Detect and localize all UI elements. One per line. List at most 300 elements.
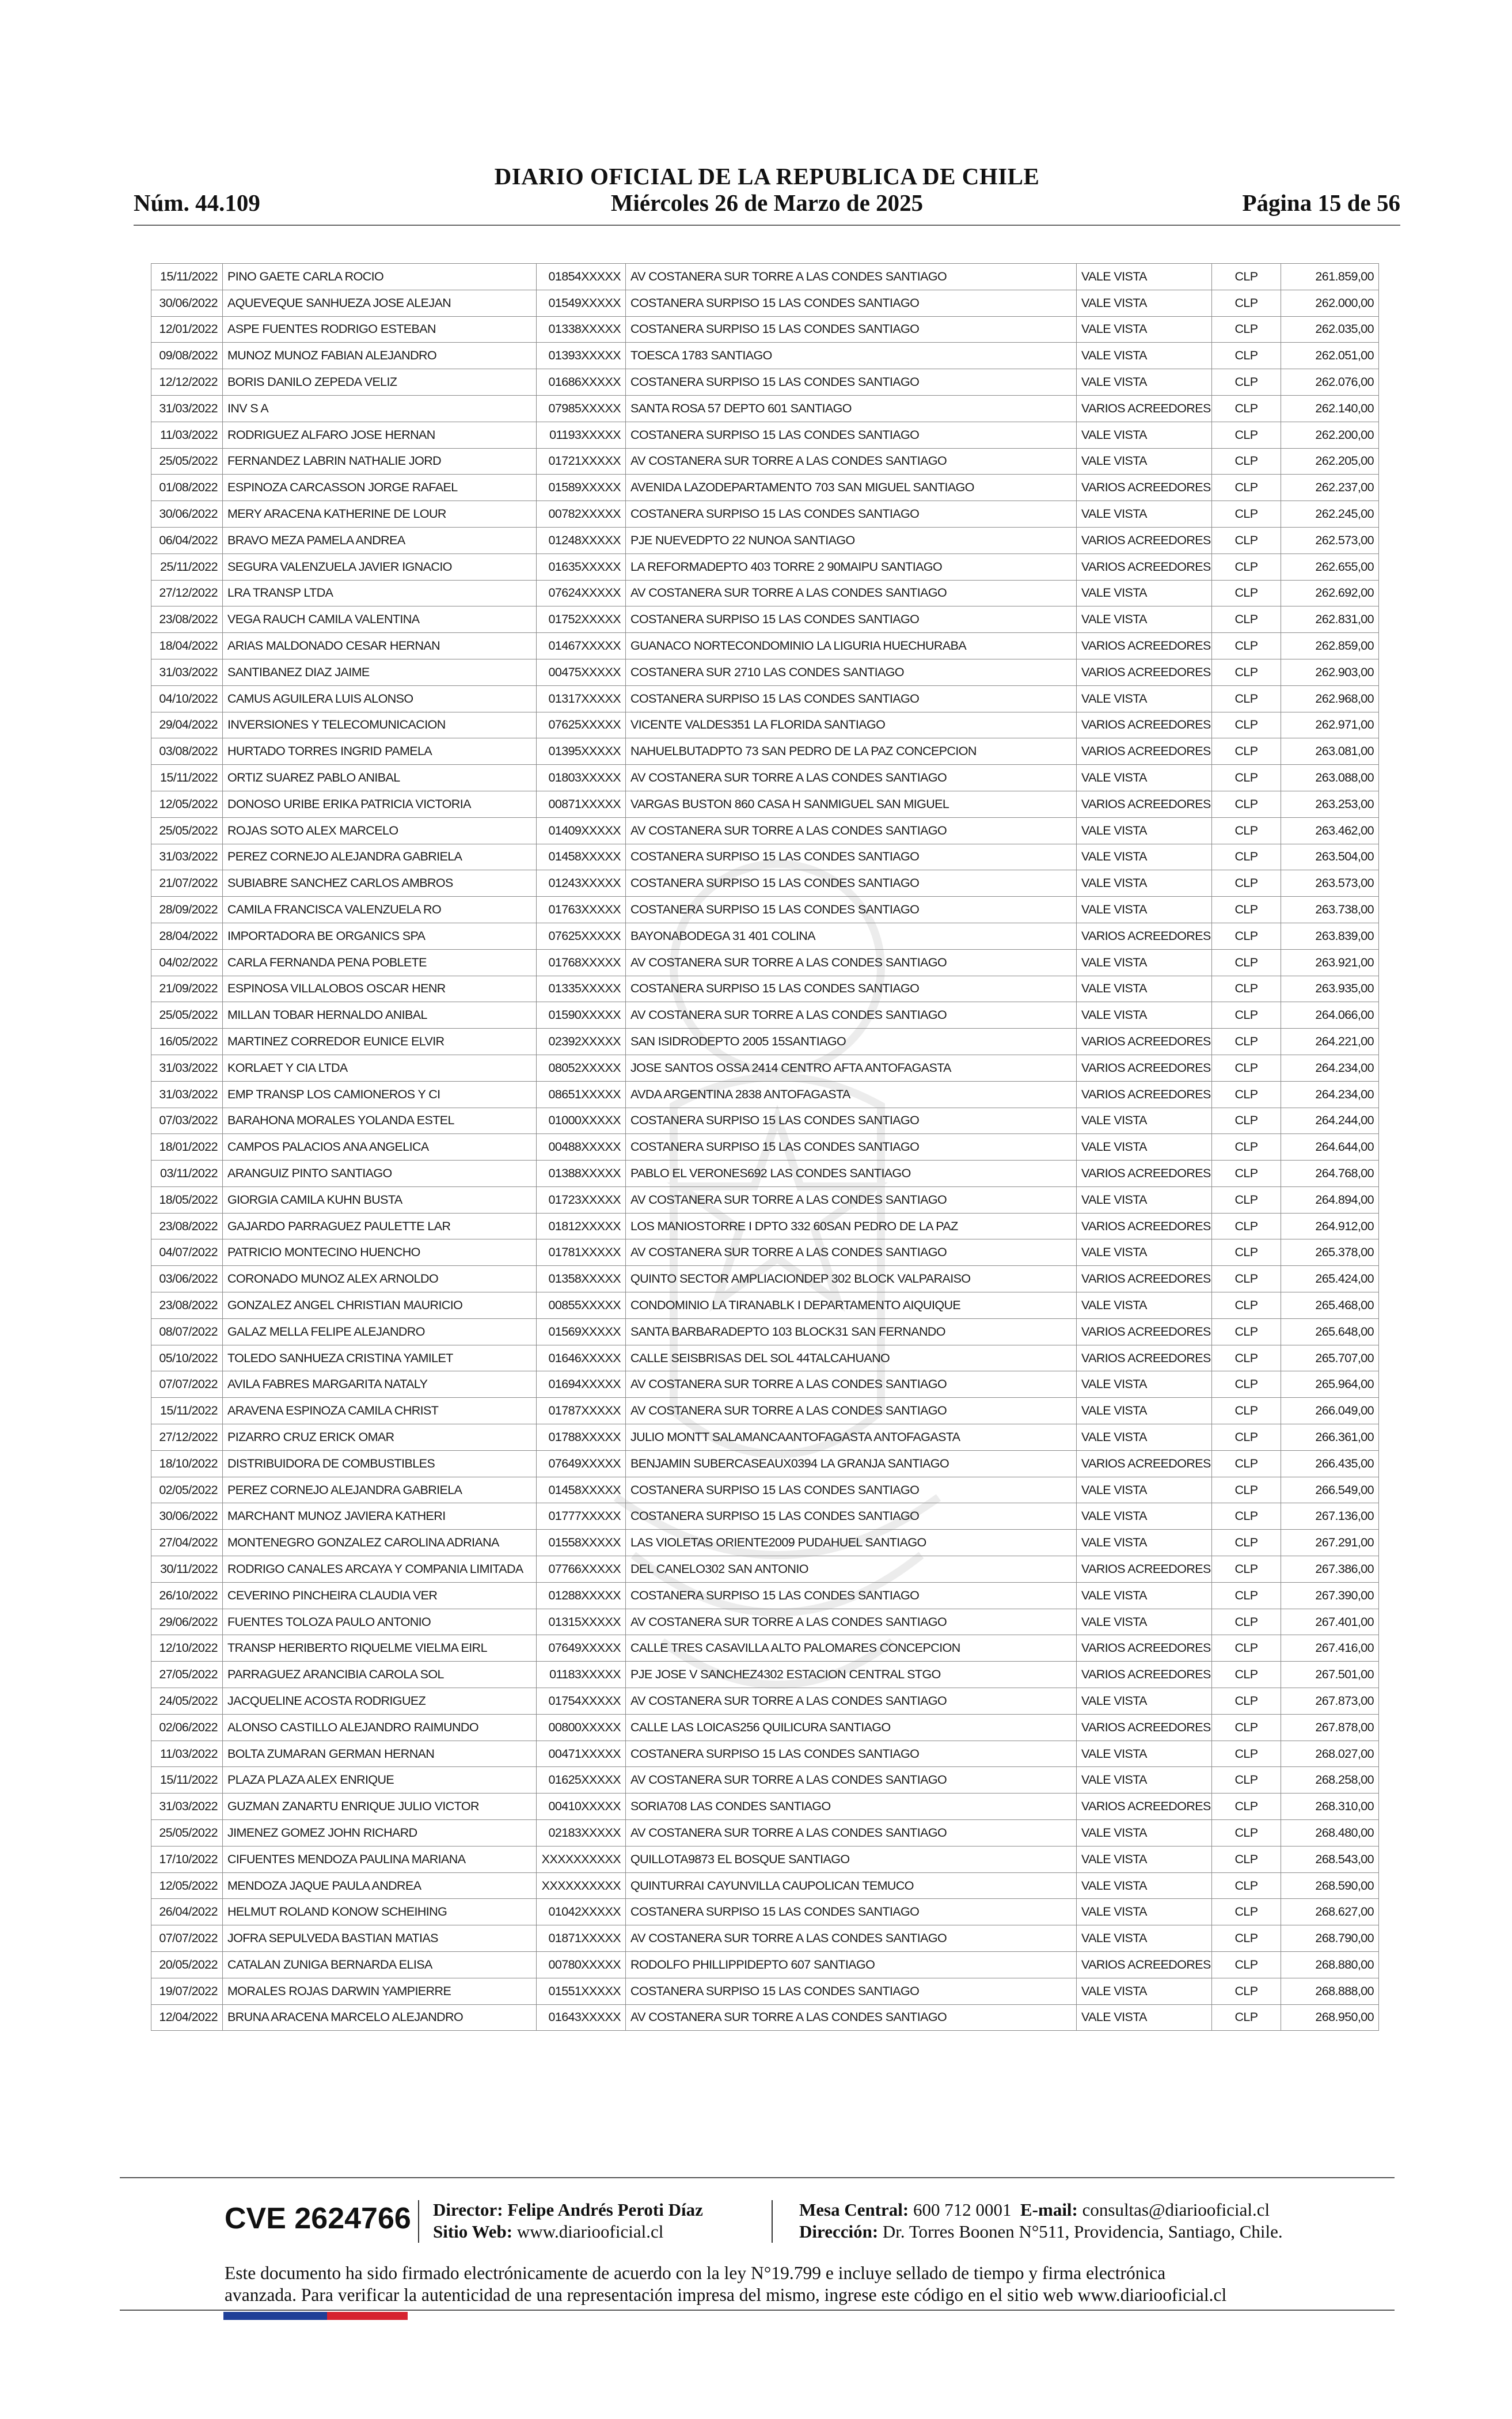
payment-type-cell: VALE VISTA: [1077, 369, 1212, 396]
currency-cell: CLP: [1212, 1899, 1281, 1925]
address-cell: COSTANERA SURPISO 15 LAS CONDES SANTIAGO: [626, 844, 1077, 870]
amount-cell: 267.401,00: [1281, 1609, 1379, 1635]
rut-cell: 01763XXXXX: [537, 897, 626, 923]
amount-cell: 262.000,00: [1281, 290, 1379, 316]
currency-cell: CLP: [1212, 976, 1281, 1002]
name-cell: PATRICIO MONTECINO HUENCHO: [223, 1239, 537, 1266]
currency-cell: CLP: [1212, 264, 1281, 290]
legal-line: Este documento ha sido firmado electrónicamente de acuerdo con la ley N°19.799 e incluye sellado de tiempo y firma electrónica: [225, 2263, 1166, 2283]
date-cell: 07/07/2022: [151, 1371, 223, 1398]
date-cell: 25/05/2022: [151, 1002, 223, 1029]
rut-cell: 01788XXXXX: [537, 1424, 626, 1451]
rut-cell: 01694XXXXX: [537, 1371, 626, 1398]
address-cell: QUINTURRAI CAYUNVILLA CAUPOLICAN TEMUCO: [626, 1872, 1077, 1899]
date-cell: 31/03/2022: [151, 844, 223, 870]
name-cell: BARAHONA MORALES YOLANDA ESTEL: [223, 1108, 537, 1134]
amount-cell: 263.738,00: [1281, 897, 1379, 923]
payment-type-cell: VARIOS ACREEDORES: [1077, 633, 1212, 659]
rut-cell: 00475XXXXX: [537, 659, 626, 685]
payment-type-cell: VARIOS ACREEDORES: [1077, 475, 1212, 501]
amount-cell: 267.873,00: [1281, 1688, 1379, 1715]
currency-cell: CLP: [1212, 1318, 1281, 1345]
address-cell: CONDOMINIO LA TIRANABLK I DEPARTAMENTO AIQUIQUE: [626, 1292, 1077, 1319]
table-row: [151, 1872, 1379, 1899]
date-cell: 21/09/2022: [151, 976, 223, 1002]
amount-cell: 267.878,00: [1281, 1714, 1379, 1741]
address-cell: AV COSTANERA SUR TORRE A LAS CONDES SANTIAGO: [626, 1371, 1077, 1398]
name-cell: MARCHANT MUNOZ JAVIERA KATHERI: [223, 1503, 537, 1530]
rut-cell: 00471XXXXX: [537, 1741, 626, 1767]
amount-cell: 263.081,00: [1281, 738, 1379, 765]
currency-cell: CLP: [1212, 2004, 1281, 2031]
date-cell: 30/06/2022: [151, 1503, 223, 1530]
amount-cell: 263.504,00: [1281, 844, 1379, 870]
address-cell: COSTANERA SURPISO 15 LAS CONDES SANTIAGO: [626, 1503, 1077, 1530]
rut-cell: 01643XXXXX: [537, 2004, 626, 2031]
rut-cell: 01752XXXXX: [537, 606, 626, 633]
rut-cell: 01721XXXXX: [537, 448, 626, 475]
payment-type-cell: VALE VISTA: [1077, 976, 1212, 1002]
director-name: Felipe Andrés Peroti Díaz: [507, 2200, 703, 2220]
address-cell: AV COSTANERA SUR TORRE A LAS CONDES SANTIAGO: [626, 1186, 1077, 1213]
payment-type-cell: VARIOS ACREEDORES: [1077, 1345, 1212, 1371]
amount-cell: 265.964,00: [1281, 1371, 1379, 1398]
name-cell: HELMUT ROLAND KONOW SCHEIHING: [223, 1899, 537, 1925]
legal-line: avanzada. Para verificar la autenticidad de una representación impresa del mismo, ingrese este código en el sitio web www.diariooficial.cl: [225, 2285, 1227, 2305]
name-cell: ROJAS SOTO ALEX MARCELO: [223, 817, 537, 844]
table-row: [151, 1978, 1379, 2004]
date-cell: 03/08/2022: [151, 738, 223, 765]
payment-type-cell: VALE VISTA: [1077, 1767, 1212, 1794]
amount-cell: 268.790,00: [1281, 1925, 1379, 1952]
director-label: Director:: [433, 2200, 503, 2220]
table-row: [151, 1029, 1379, 1055]
date-cell: 12/04/2022: [151, 2004, 223, 2031]
address-cell: TOESCA 1783 SANTIAGO: [626, 343, 1077, 369]
name-cell: PEREZ CORNEJO ALEJANDRA GABRIELA: [223, 1477, 537, 1503]
payment-type-cell: VALE VISTA: [1077, 870, 1212, 897]
table-row: [151, 369, 1379, 396]
table-row: [151, 1794, 1379, 1820]
rut-cell: 07766XXXXX: [537, 1556, 626, 1583]
date-cell: 27/12/2022: [151, 580, 223, 606]
amount-cell: 264.221,00: [1281, 1029, 1379, 1055]
name-cell: GUZMAN ZANARTU ENRIQUE JULIO VICTOR: [223, 1794, 537, 1820]
date-cell: 04/10/2022: [151, 685, 223, 712]
address-cell: VARGAS BUSTON 860 CASA H SANMIGUEL SAN MIGUEL: [626, 791, 1077, 817]
payment-type-cell: VALE VISTA: [1077, 606, 1212, 633]
name-cell: MONTENEGRO GONZALEZ CAROLINA ADRIANA: [223, 1530, 537, 1556]
payment-type-cell: VARIOS ACREEDORES: [1077, 1450, 1212, 1477]
name-cell: EMP TRANSP LOS CAMIONEROS Y CI: [223, 1081, 537, 1108]
table-row: [151, 923, 1379, 949]
rut-cell: 01686XXXXX: [537, 369, 626, 396]
name-cell: JOFRA SEPULVEDA BASTIAN MATIAS: [223, 1925, 537, 1952]
address-cell: GUANACO NORTECONDOMINIO LA LIGURIA HUECHURABA: [626, 633, 1077, 659]
payment-type-cell: VARIOS ACREEDORES: [1077, 1081, 1212, 1108]
currency-cell: CLP: [1212, 923, 1281, 949]
name-cell: AQUEVEQUE SANHUEZA JOSE ALEJAN: [223, 290, 537, 316]
currency-cell: CLP: [1212, 1292, 1281, 1319]
currency-cell: CLP: [1212, 1424, 1281, 1451]
address-cell: AV COSTANERA SUR TORRE A LAS CONDES SANTIAGO: [626, 580, 1077, 606]
name-cell: LRA TRANSP LTDA: [223, 580, 537, 606]
name-cell: ARANGUIZ PINTO SANTIAGO: [223, 1161, 537, 1187]
address-cell: AVENIDA LAZODEPARTAMENTO 703 SAN MIGUEL SANTIAGO: [626, 475, 1077, 501]
payment-type-cell: VARIOS ACREEDORES: [1077, 1055, 1212, 1081]
name-cell: JIMENEZ GOMEZ JOHN RICHARD: [223, 1820, 537, 1847]
address-cell: CALLE TRES CASAVILLA ALTO PALOMARES CONCEPCION: [626, 1635, 1077, 1662]
amount-cell: 263.253,00: [1281, 791, 1379, 817]
currency-cell: CLP: [1212, 580, 1281, 606]
table-row: [151, 1477, 1379, 1503]
date-cell: 16/05/2022: [151, 1029, 223, 1055]
table-row: [151, 765, 1379, 791]
date-cell: 07/03/2022: [151, 1108, 223, 1134]
name-cell: SUBIABRE SANCHEZ CARLOS AMBROS: [223, 870, 537, 897]
rut-cell: 01458XXXXX: [537, 1477, 626, 1503]
amount-cell: 265.648,00: [1281, 1318, 1379, 1345]
address-cell: AV COSTANERA SUR TORRE A LAS CONDES SANTIAGO: [626, 1820, 1077, 1847]
address-cell: PJE NUEVEDPTO 22 NUNOA SANTIAGO: [626, 527, 1077, 553]
address-cell: AV COSTANERA SUR TORRE A LAS CONDES SANTIAGO: [626, 1398, 1077, 1424]
name-cell: DONOSO URIBE ERIKA PATRICIA VICTORIA: [223, 791, 537, 817]
rut-cell: 01558XXXXX: [537, 1530, 626, 1556]
amount-cell: 262.035,00: [1281, 316, 1379, 343]
payment-type-cell: VALE VISTA: [1077, 422, 1212, 448]
table-row: [151, 1925, 1379, 1952]
date-cell: 26/04/2022: [151, 1899, 223, 1925]
table-row: [151, 395, 1379, 422]
table-row: [151, 343, 1379, 369]
amount-cell: 264.768,00: [1281, 1161, 1379, 1187]
date-cell: 06/04/2022: [151, 527, 223, 553]
name-cell: VEGA RAUCH CAMILA VALENTINA: [223, 606, 537, 633]
address-cell: COSTANERA SURPISO 15 LAS CONDES SANTIAGO: [626, 685, 1077, 712]
amount-cell: 263.839,00: [1281, 923, 1379, 949]
name-cell: CAMILA FRANCISCA VALENZUELA RO: [223, 897, 537, 923]
amount-cell: 264.894,00: [1281, 1186, 1379, 1213]
currency-cell: CLP: [1212, 1741, 1281, 1767]
rut-cell: 01871XXXXX: [537, 1925, 626, 1952]
amount-cell: 268.888,00: [1281, 1978, 1379, 2004]
footer-divider-bottom: [120, 2310, 1395, 2311]
currency-cell: CLP: [1212, 606, 1281, 633]
address-cell: JULIO MONTT SALAMANCAANTOFAGASTA ANTOFAGASTA: [626, 1424, 1077, 1451]
address-cell: COSTANERA SURPISO 15 LAS CONDES SANTIAGO: [626, 1741, 1077, 1767]
date-cell: 15/11/2022: [151, 264, 223, 290]
table-row: [151, 1741, 1379, 1767]
rut-cell: 01000XXXXX: [537, 1108, 626, 1134]
date-cell: 01/08/2022: [151, 475, 223, 501]
date-cell: 25/05/2022: [151, 1820, 223, 1847]
rut-cell: 01635XXXXX: [537, 553, 626, 580]
address-cell: BENJAMIN SUBERCASEAUX0394 LA GRANJA SANTIAGO: [626, 1450, 1077, 1477]
currency-cell: CLP: [1212, 448, 1281, 475]
currency-cell: CLP: [1212, 1029, 1281, 1055]
currency-cell: CLP: [1212, 1055, 1281, 1081]
rut-cell: 08651XXXXX: [537, 1081, 626, 1108]
name-cell: PLAZA PLAZA ALEX ENRIQUE: [223, 1767, 537, 1794]
table-row: [151, 290, 1379, 316]
table-row: [151, 264, 1379, 290]
amount-cell: 267.390,00: [1281, 1582, 1379, 1609]
currency-cell: CLP: [1212, 1186, 1281, 1213]
name-cell: CEVERINO PINCHEIRA CLAUDIA VER: [223, 1582, 537, 1609]
payment-type-cell: VALE VISTA: [1077, 1239, 1212, 1266]
amount-cell: 265.424,00: [1281, 1266, 1379, 1292]
currency-cell: CLP: [1212, 1688, 1281, 1715]
table-row: [151, 475, 1379, 501]
currency-cell: CLP: [1212, 422, 1281, 448]
rut-cell: 01589XXXXX: [537, 475, 626, 501]
payment-type-cell: VARIOS ACREEDORES: [1077, 395, 1212, 422]
table-row: [151, 1345, 1379, 1371]
date-cell: 31/03/2022: [151, 659, 223, 685]
rut-cell: 07624XXXXX: [537, 580, 626, 606]
payment-type-cell: VALE VISTA: [1077, 316, 1212, 343]
email-link[interactable]: consultas@diariooficial.cl: [1082, 2200, 1270, 2220]
currency-cell: CLP: [1212, 1081, 1281, 1108]
address-cell: DEL CANELO302 SAN ANTONIO: [626, 1556, 1077, 1583]
name-cell: GONZALEZ ANGEL CHRISTIAN MAURICIO: [223, 1292, 537, 1319]
amount-cell: 266.049,00: [1281, 1398, 1379, 1424]
name-cell: RODRIGUEZ ALFARO JOSE HERNAN: [223, 422, 537, 448]
rut-cell: 01754XXXXX: [537, 1688, 626, 1715]
address-cell: COSTANERA SURPISO 15 LAS CONDES SANTIAGO: [626, 897, 1077, 923]
payment-type-cell: VARIOS ACREEDORES: [1077, 1161, 1212, 1187]
address-cell: SAN ISIDRODEPTO 2005 15SANTIAGO: [626, 1029, 1077, 1055]
address-cell: LA REFORMADEPTO 403 TORRE 2 90MAIPU SANTIAGO: [626, 553, 1077, 580]
address-cell: COSTANERA SURPISO 15 LAS CONDES SANTIAGO: [626, 1108, 1077, 1134]
currency-cell: CLP: [1212, 501, 1281, 528]
date-cell: 28/04/2022: [151, 923, 223, 949]
rut-cell: 01388XXXXX: [537, 1161, 626, 1187]
payment-type-cell: VALE VISTA: [1077, 1371, 1212, 1398]
website-link[interactable]: www.diariooficial.cl: [516, 2221, 664, 2242]
rut-cell: XXXXXXXXXX: [537, 1872, 626, 1899]
rut-cell: 01803XXXXX: [537, 765, 626, 791]
address-cell: SORIA708 LAS CONDES SANTIAGO: [626, 1794, 1077, 1820]
date-cell: 27/12/2022: [151, 1424, 223, 1451]
name-cell: CORONADO MUNOZ ALEX ARNOLDO: [223, 1266, 537, 1292]
address-cell: COSTANERA SURPISO 15 LAS CONDES SANTIAGO: [626, 1978, 1077, 2004]
amount-cell: 263.935,00: [1281, 976, 1379, 1002]
name-cell: HURTADO TORRES INGRID PAMELA: [223, 738, 537, 765]
amount-cell: 262.140,00: [1281, 395, 1379, 422]
payment-type-cell: VARIOS ACREEDORES: [1077, 712, 1212, 738]
phone-value: 600 712 0001: [913, 2200, 1012, 2220]
date-cell: 15/11/2022: [151, 1767, 223, 1794]
amount-cell: 264.644,00: [1281, 1134, 1379, 1161]
date-cell: 23/08/2022: [151, 1292, 223, 1319]
currency-cell: CLP: [1212, 1134, 1281, 1161]
contact-block: [799, 2199, 1283, 2243]
issue-number: Núm. 44.109: [134, 189, 260, 216]
rut-cell: 00855XXXXX: [537, 1292, 626, 1319]
payment-type-cell: VALE VISTA: [1077, 2004, 1212, 2031]
payment-type-cell: VARIOS ACREEDORES: [1077, 1029, 1212, 1055]
payment-type-cell: VARIOS ACREEDORES: [1077, 553, 1212, 580]
currency-cell: CLP: [1212, 1714, 1281, 1741]
date-cell: 25/05/2022: [151, 448, 223, 475]
date-cell: 15/11/2022: [151, 765, 223, 791]
footer-divider-top: [120, 2177, 1395, 2178]
name-cell: MILLAN TOBAR HERNALDO ANIBAL: [223, 1002, 537, 1029]
table-row: [151, 1714, 1379, 1741]
address-cell: BAYONABODEGA 31 401 COLINA: [626, 923, 1077, 949]
address-cell: COSTANERA SURPISO 15 LAS CONDES SANTIAGO: [626, 290, 1077, 316]
amount-cell: 266.549,00: [1281, 1477, 1379, 1503]
date-cell: 21/07/2022: [151, 870, 223, 897]
table-row: [151, 1582, 1379, 1609]
name-cell: FUENTES TOLOZA PAULO ANTONIO: [223, 1609, 537, 1635]
legal-notice: [225, 2262, 1376, 2306]
rut-cell: 01625XXXXX: [537, 1767, 626, 1794]
rut-cell: 08052XXXXX: [537, 1055, 626, 1081]
rut-cell: XXXXXXXXXX: [537, 1846, 626, 1872]
name-cell: BOLTA ZUMARAN GERMAN HERNAN: [223, 1741, 537, 1767]
currency-cell: CLP: [1212, 659, 1281, 685]
table-row: [151, 1239, 1379, 1266]
date-cell: 02/05/2022: [151, 1477, 223, 1503]
name-cell: ARIAS MALDONADO CESAR HERNAN: [223, 633, 537, 659]
address-cell: AV COSTANERA SUR TORRE A LAS CONDES SANTIAGO: [626, 264, 1077, 290]
name-cell: BRAVO MEZA PAMELA ANDREA: [223, 527, 537, 553]
name-cell: GIORGIA CAMILA KUHN BUSTA: [223, 1186, 537, 1213]
header-divider: [134, 225, 1400, 226]
date-cell: 31/03/2022: [151, 1081, 223, 1108]
address-cell: SANTA BARBARADEPTO 103 BLOCK31 SAN FERNANDO: [626, 1318, 1077, 1345]
name-cell: PARRAGUEZ ARANCIBIA CAROLA SOL: [223, 1662, 537, 1688]
amount-cell: 262.655,00: [1281, 553, 1379, 580]
date-cell: 04/02/2022: [151, 949, 223, 976]
cve-code: CVE 2624766: [225, 2202, 411, 2235]
date-cell: 17/10/2022: [151, 1846, 223, 1872]
payment-type-cell: VALE VISTA: [1077, 1925, 1212, 1952]
date-cell: 07/07/2022: [151, 1925, 223, 1952]
address-cell: AV COSTANERA SUR TORRE A LAS CONDES SANTIAGO: [626, 765, 1077, 791]
currency-cell: CLP: [1212, 1872, 1281, 1899]
name-cell: MERY ARACENA KATHERINE DE LOUR: [223, 501, 537, 528]
address-label: Dirección:: [799, 2221, 879, 2242]
payment-type-cell: VALE VISTA: [1077, 1846, 1212, 1872]
currency-cell: CLP: [1212, 1820, 1281, 1847]
payment-type-cell: VALE VISTA: [1077, 1820, 1212, 1847]
payment-type-cell: VALE VISTA: [1077, 1292, 1212, 1319]
payment-type-cell: VARIOS ACREEDORES: [1077, 527, 1212, 553]
currency-cell: CLP: [1212, 1767, 1281, 1794]
table-row: [151, 1266, 1379, 1292]
currency-cell: CLP: [1212, 316, 1281, 343]
rut-cell: 00410XXXXX: [537, 1794, 626, 1820]
payment-type-cell: VARIOS ACREEDORES: [1077, 923, 1212, 949]
payment-type-cell: VALE VISTA: [1077, 1002, 1212, 1029]
table-row: [151, 1134, 1379, 1161]
address-cell: PJE JOSE V SANCHEZ4302 ESTACION CENTRAL STGO: [626, 1662, 1077, 1688]
date-cell: 12/05/2022: [151, 1872, 223, 1899]
table-row: [151, 1318, 1379, 1345]
date-cell: 31/03/2022: [151, 1794, 223, 1820]
amount-cell: 263.921,00: [1281, 949, 1379, 976]
address-cell: QUINTO SECTOR AMPLIACIONDEP 302 BLOCK VALPARAISO: [626, 1266, 1077, 1292]
payment-type-cell: VALE VISTA: [1077, 1424, 1212, 1451]
rut-cell: 07649XXXXX: [537, 1635, 626, 1662]
date-cell: 30/06/2022: [151, 501, 223, 528]
table-row: [151, 844, 1379, 870]
amount-cell: 262.859,00: [1281, 633, 1379, 659]
payment-type-cell: VARIOS ACREEDORES: [1077, 659, 1212, 685]
date-cell: 26/10/2022: [151, 1582, 223, 1609]
name-cell: TRANSP HERIBERTO RIQUELME VIELMA EIRL: [223, 1635, 537, 1662]
table-row: [151, 1820, 1379, 1847]
address-cell: NAHUELBUTADPTO 73 SAN PEDRO DE LA PAZ CONCEPCION: [626, 738, 1077, 765]
currency-cell: CLP: [1212, 1002, 1281, 1029]
email-label: E-mail:: [1020, 2200, 1078, 2220]
rut-cell: 01338XXXXX: [537, 316, 626, 343]
table-row: [151, 791, 1379, 817]
payment-type-cell: VALE VISTA: [1077, 1899, 1212, 1925]
payment-type-cell: VALE VISTA: [1077, 1186, 1212, 1213]
rut-cell: 01458XXXXX: [537, 844, 626, 870]
name-cell: RODRIGO CANALES ARCAYA Y COMPANIA LIMITADA: [223, 1556, 537, 1583]
rut-cell: 01395XXXXX: [537, 738, 626, 765]
name-cell: SEGURA VALENZUELA JAVIER IGNACIO: [223, 553, 537, 580]
date-cell: 04/07/2022: [151, 1239, 223, 1266]
amount-cell: 266.361,00: [1281, 1424, 1379, 1451]
rut-cell: 07985XXXXX: [537, 395, 626, 422]
amount-cell: 262.200,00: [1281, 422, 1379, 448]
currency-cell: CLP: [1212, 897, 1281, 923]
rut-cell: 01646XXXXX: [537, 1345, 626, 1371]
address-cell: VICENTE VALDES351 LA FLORIDA SANTIAGO: [626, 712, 1077, 738]
name-cell: CAMUS AGUILERA LUIS ALONSO: [223, 685, 537, 712]
address-cell: AV COSTANERA SUR TORRE A LAS CONDES SANTIAGO: [626, 949, 1077, 976]
date-cell: 27/04/2022: [151, 1530, 223, 1556]
currency-cell: CLP: [1212, 1556, 1281, 1583]
table-row: [151, 316, 1379, 343]
rut-cell: 01781XXXXX: [537, 1239, 626, 1266]
date-cell: 24/05/2022: [151, 1688, 223, 1715]
name-cell: BORIS DANILO ZEPEDA VELIZ: [223, 369, 537, 396]
amount-cell: 268.627,00: [1281, 1899, 1379, 1925]
payment-type-cell: VALE VISTA: [1077, 1477, 1212, 1503]
date-cell: 23/08/2022: [151, 606, 223, 633]
date-cell: 18/10/2022: [151, 1450, 223, 1477]
payment-type-cell: VARIOS ACREEDORES: [1077, 1662, 1212, 1688]
name-cell: INVERSIONES Y TELECOMUNICACION: [223, 712, 537, 738]
table-row: [151, 1450, 1379, 1477]
address-cell: AV COSTANERA SUR TORRE A LAS CONDES SANTIAGO: [626, 1688, 1077, 1715]
payment-type-cell: VALE VISTA: [1077, 580, 1212, 606]
name-cell: CARLA FERNANDA PENA POBLETE: [223, 949, 537, 976]
payment-type-cell: VARIOS ACREEDORES: [1077, 791, 1212, 817]
rut-cell: 01569XXXXX: [537, 1318, 626, 1345]
name-cell: IMPORTADORA BE ORGANICS SPA: [223, 923, 537, 949]
rut-cell: 00800XXXXX: [537, 1714, 626, 1741]
address-cell: AV COSTANERA SUR TORRE A LAS CONDES SANTIAGO: [626, 1002, 1077, 1029]
payment-type-cell: VARIOS ACREEDORES: [1077, 1318, 1212, 1345]
table-row: [151, 1503, 1379, 1530]
flag-stripe-blue: [223, 2312, 327, 2320]
payment-type-cell: VALE VISTA: [1077, 448, 1212, 475]
rut-cell: 01358XXXXX: [537, 1266, 626, 1292]
amount-cell: 262.205,00: [1281, 448, 1379, 475]
footer-separator: [772, 2200, 773, 2243]
payment-type-cell: VARIOS ACREEDORES: [1077, 1714, 1212, 1741]
amount-cell: 264.912,00: [1281, 1213, 1379, 1239]
amount-cell: 267.136,00: [1281, 1503, 1379, 1530]
